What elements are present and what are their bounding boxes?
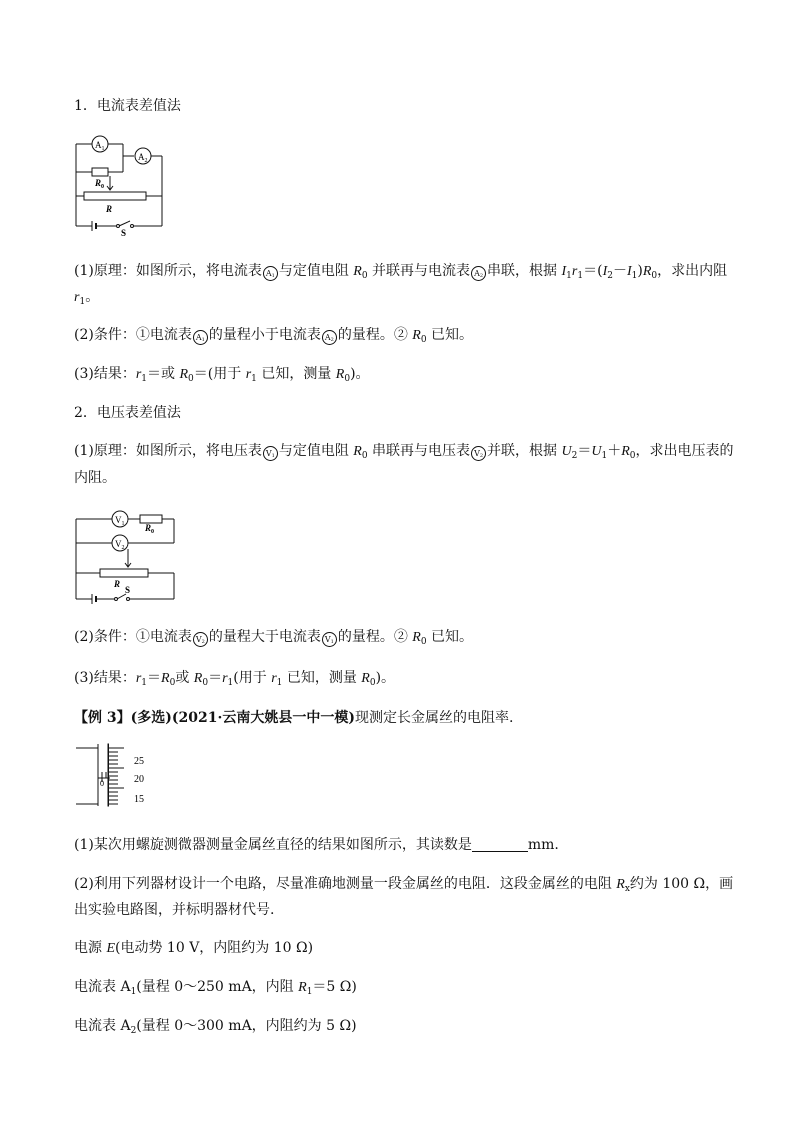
sec1-result: (3)结果：$r_1=$或 $R_0=$(用于 $r_1$ 已知，测量 $R_0$)。 bbox=[74, 366, 370, 384]
ammeter-a2-icon: $A_2$ bbox=[322, 330, 337, 345]
voltmeter-v2-icon: $V_2$ bbox=[471, 446, 486, 461]
sec1-principle-line2: $r_1$。 bbox=[74, 289, 100, 307]
fig2-v1-label: $V_1$ bbox=[115, 515, 125, 527]
sec1-principle: (1)原理：如图所示，将电流表 $A_1$ 与定值电阻 $R_0$ 并联再与电流表 $A_2$ 串联，根据 $I_1r_1=(I_2-I_1)R_0$，求出内阻 bbox=[74, 263, 728, 281]
ammeter-a1-icon: $A_1$ bbox=[263, 266, 278, 281]
fig1-r-label: R bbox=[106, 204, 113, 214]
question-1: (1)某次用螺旋测微器测量金属丝直径的结果如图所示，其读数是 mm. bbox=[74, 837, 559, 853]
voltmeter-v1-icon: $V_1$ bbox=[263, 446, 278, 461]
micrometer-tick-20: 20 bbox=[134, 774, 144, 785]
sec2-principle: (1)原理：如图所示，将电压表 $V_1$ 与定值电阻 $R_0$ 串联再与电压表 $V_2$ 并联，根据 $U_2=U_1+R_0$，求出电压表的 bbox=[74, 443, 734, 461]
equipment-item-ammeter-a2: 电流表 $A_2$(量程 0～300 mA，内阻约为 5 Ω) bbox=[74, 1018, 357, 1036]
equipment-item-ammeter-a1: 电流表 $A_1$(量程 0～250 mA，内阻 $R_1=5$ Ω) bbox=[74, 979, 357, 997]
fig2-r0-label: $R_0$ bbox=[145, 523, 155, 535]
fig2-r-label: R bbox=[114, 579, 121, 589]
micrometer-tick-15: 15 bbox=[134, 794, 144, 805]
section-1-title: 1．电流表差值法 bbox=[74, 98, 181, 114]
fig1-s-label: S bbox=[121, 228, 127, 238]
fig1-r0-label: $R_0$ bbox=[95, 178, 105, 190]
fig1-a1-label: $A_1$ bbox=[95, 140, 105, 152]
sec2-principle-line2: 内阻。 bbox=[74, 470, 116, 486]
micrometer-reading-figure bbox=[72, 742, 162, 808]
equipment-item-source: 电源 E(电动势 10 V，内阻约为 10 Ω) bbox=[74, 940, 314, 956]
example-label: 【例 3】 bbox=[74, 710, 131, 726]
voltmeter-difference-circuit-diagram bbox=[70, 505, 182, 605]
voltmeter-v1-icon: $V_1$ bbox=[322, 632, 337, 647]
section-2-title: 2．电压表差值法 bbox=[74, 405, 181, 421]
question-2: (2)利用下列器材设计一个电路，尽量准确地测量一段金属丝的电阻．这段金属丝的电阻 $R_x$约为 100 Ω，画 bbox=[74, 876, 734, 894]
ammeter-difference-circuit-diagram bbox=[70, 130, 170, 240]
answer-blank bbox=[472, 837, 528, 852]
micrometer-tick-25: 25 bbox=[134, 756, 144, 767]
sec2-result: (3)结果：$r_1=R_0$或 $R_0=r_1$(用于 $r_1$ 已知，测量 $R_0$)。 bbox=[74, 670, 396, 688]
ammeter-a1-icon: $A_1$ bbox=[193, 330, 208, 345]
sec2-condition: (2)条件：①电流表 $V_2$ 的量程大于电流表 $V_1$ 的量程。② $R_0$ 已知。 bbox=[74, 629, 474, 647]
sec1-condition: (2)条件：①电流表 $A_1$ 的量程小于电流表 $A_2$ 的量程。② $R_0$ 已知。 bbox=[74, 327, 474, 345]
voltmeter-v2-icon: $V_2$ bbox=[193, 632, 208, 647]
fig1-a2-label: $A_2$ bbox=[138, 152, 148, 164]
question-2-line2: 出实验电路图，并标明器材代号. bbox=[74, 902, 275, 918]
fig2-s-label: S bbox=[125, 585, 131, 595]
fig2-v2-label: $V_2$ bbox=[115, 539, 125, 551]
example-3-heading: 【例 3】(多选)(2021·云南大姚县一中一模)现测定长金属丝的电阻率. bbox=[74, 710, 514, 726]
ammeter-a2-icon: $A_2$ bbox=[471, 266, 486, 281]
example-tag: (多选)(2021·云南大姚县一中一模) bbox=[130, 710, 355, 726]
micrometer-zero: 0 bbox=[100, 779, 104, 788]
